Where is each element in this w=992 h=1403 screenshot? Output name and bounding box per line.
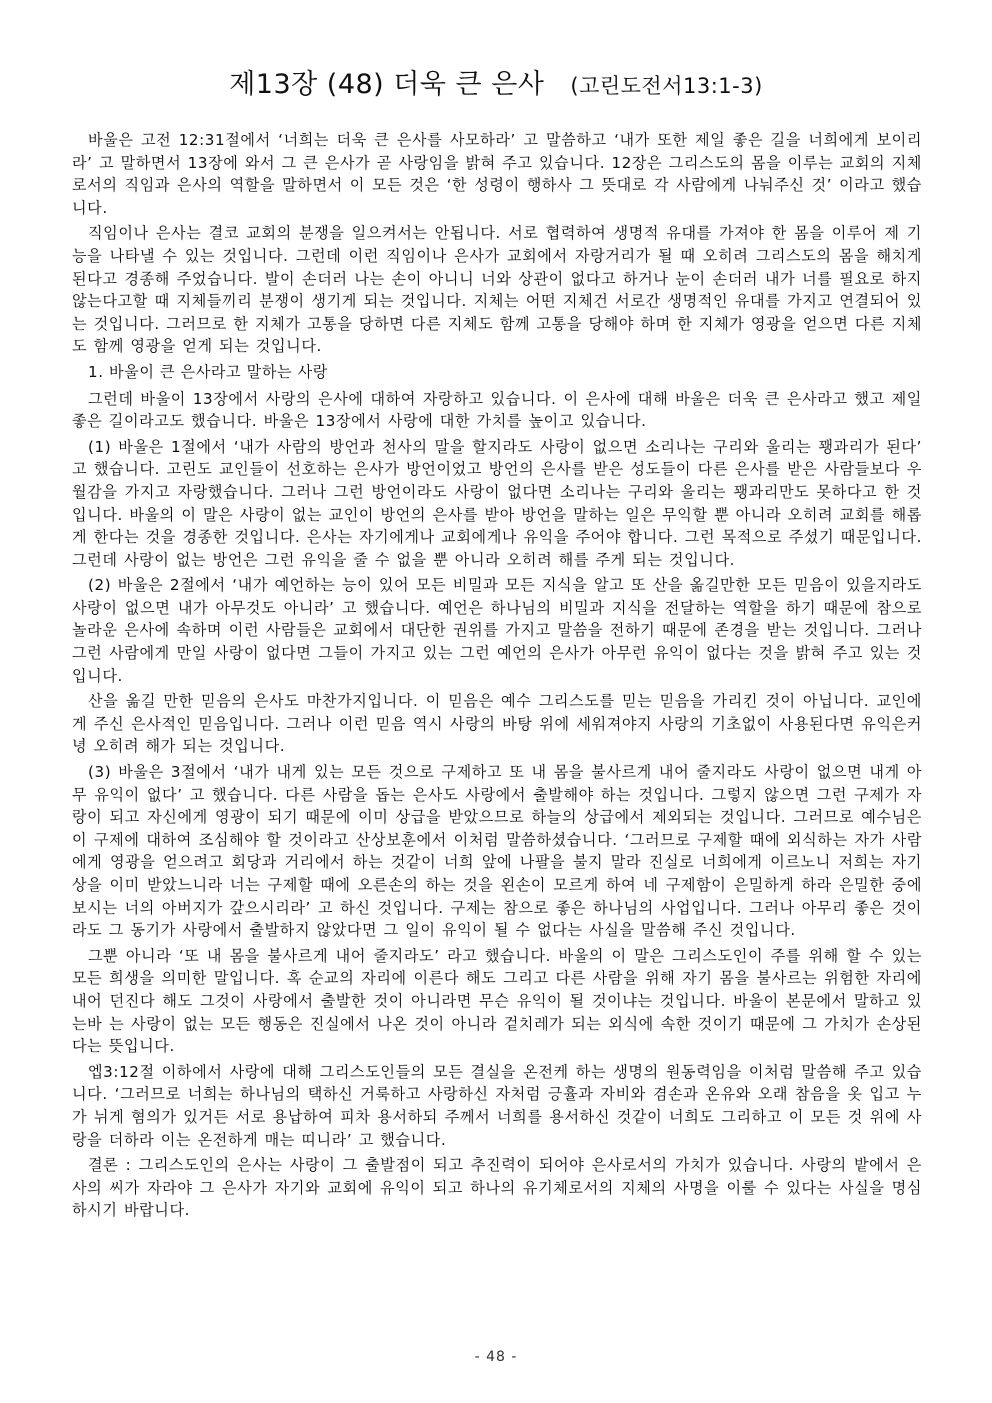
paragraph: 엡3:12절 이하에서 사랑에 대해 그리스도인들의 모든 결실을 온전케 하는 생명의 원동력임을 이처럼 말씀해 주고 있습니다. ‘그러므로 너희는 하나님의 택하신 거룩하고 사랑하신 자처럼 긍휼과 자비와 겸손과 온유와 오래 참음을 옷 입고 누가 뉘게 혐의가 있거든 서로 용납하여 피차 용서하되 주께서 너희를 용서하신 것같이 너희도 그리하고 이 모든 것 위에 사랑을 더하라 이는 온전하게 매는 띠니라’ 고 했습니다. — [72, 1062, 922, 1149]
document-body — [72, 129, 922, 1225]
paragraph: 결론 : 그리스도인의 은사는 사랑이 그 출발점이 되고 추진력이 되어야 은사로서의 가치가 있습니다. 사랑의 밭에서 은사의 씨가 자라야 그 은사가 자기와 교회에 유익이 되고 하나의 유기체로서의 지체의 사명을 이룰 수 있다는 사실을 명심하시기 바랍니다. — [72, 1156, 922, 1220]
paragraph: 그뿐 아니라 ‘또 내 몸을 불사르게 내어 줄지라도’ 라고 했습니다. 바울의 이 말은 그리스도인이 주를 위해 할 수 있는 모든 희생을 의미한 말입니다. 혹 순교의 자리에 이른다 해도 그리고 다른 사람을 위해 자기 몸을 불사르는 위험한 자리에 내어 던진다 해도 그것이 사랑에서 출발한 것이 아니라면 무슨 유익이 될 것이냐는 것입니다. 바울이 본문에서 말하고 있는바 는 사랑이 없는 모든 행동은 진실에서 나온 것이 아니라 겉치레가 되는 외식에 속한 것이기 때문에 그 가치가 손상된다는 뜻입니다. — [72, 946, 922, 1056]
paragraph: (1) 바울은 1절에서 ‘내가 사람의 방언과 천사의 말을 할지라도 사랑이 없으면 소리나는 구리와 울리는 꽹과리가 된다’ 고 했습니다. 고린도 교인들이 선호하는 은사가 방언이었고 방언의 은사를 받은 성도들이 다른 은사를 받은 사람들보다 우월감을 가지고 자랑했습니다. 그러나 그런 방언이라도 사랑이 없다면 소리나는 구리와 울리는 꽹과리만도 못하다고 한 것입니다. 바울의 이 말은 사랑이 없는 교인이 방언의 은사를 받아 방언을 말하는 일은 무익할 뿐 아니라 오히려 교회를 해롭게 한다는 것을 경종한 것입니다. 은사는 자기에게나 교회에게나 유익을 주어야 합니다. 그런 목적으로 주셨기 때문입니다. 그런데 사랑이 없는 방언은 그런 유익을 줄 수 없을 뿐 아니라 오히려 해를 주게 되는 것입니다. — [72, 437, 922, 569]
paragraph: 산을 옮길 만한 믿음의 은사도 마찬가지입니다. 이 믿음은 예수 그리스도를 믿는 믿음을 가리킨 것이 아닙니다. 교인에게 주신 은사적인 믿음입니다. 그러나 이런 믿음 역시 사랑의 바탕 위에 세워져야지 사랑의 기초없이 사용된다면 유익은커녕 오히려 해가 되는 것입니다. — [72, 692, 922, 756]
paragraph: 바울은 고전 12:31절에서 ‘너희는 더욱 큰 은사를 사모하라’ 고 말씀하고 ‘내가 또한 제일 좋은 길을 너희에게 보이리라’ 고 말하면서 13장에 와서 그 큰 은사가 곧 사랑임을 밝혀 주고 있습니다. 12장은 그리스도의 몸을 이루는 교회의 지체로서의 직임과 은사의 역할을 말하면서 이 모든 것은 ‘한 성령이 행하사 그 뜻대로 각 사람에게 나눠주신 것’ 이라고 했습니다. — [72, 131, 922, 217]
page-number: - 48 - — [474, 1349, 518, 1365]
paragraph: (3) 바울은 3절에서 ‘내가 내게 있는 모든 것으로 구제하고 또 내 몸을 불사르게 내어 줄지라도 사랑이 없으면 내게 아무 유익이 없다’ 고 했습니다. 다른 사람을 돕는 은사도 사랑에서 출발해야 하는 것입니다. 그렇지 않으면 그런 구제가 자랑이 되고 자신에게 영광이 되기 때문에 이미 상급을 받았으므로 하늘의 상급에서 제외되는 것입니다. 그러므로 예수님은 이 구제에 대하여 조심해야 할 것이라고 산상보훈에서 이처럼 말씀하셨습니다. ‘그러므로 구제할 때에 외식하는 자가 사람에게 영광을 얻으려고 회당과 거리에서 하는 것같이 너희 앞에 나팔을 불지 말라 진실로 너희에게 이르노니 저희는 자기 상을 이미 받았느니라 너는 구제할 때에 오른손의 하는 것을 왼손이 모르게 하여 네 구제함이 은밀하게 하라 은밀한 중에 보시는 너의 아버지가 갚으시리라’ 고 하신 것입니다. 구제는 참으로 좋은 하나님의 사업입니다. 그러나 아무리 좋은 것이라도 그 동기가 사랑에서 출발하지 않았다면 그 일이 유익이 될 수 없다는 사실을 말씀해 주신 것입니다. — [72, 763, 922, 940]
scripture-reference: (고린도전서13:1-3) — [570, 74, 763, 98]
page-title — [0, 62, 992, 101]
chapter-title: 제13장 (48) 더욱 큰 은사 — [229, 69, 545, 100]
paragraph: 직임이나 은사는 결코 교회의 분쟁을 일으켜서는 안됩니다. 서로 협력하여 생명적 유대를 가져야 한 몸을 이루어 제 기능을 나타낼 수 있는 것입니다. 그런데 이런 직임이나 은사가 교회에서 자랑거리가 될 때 오히려 그리스도의 몸을 해치게 된다고 경종해 주었습니다. 발이 손더러 나는 손이 아니니 너와 상관이 없다고 하거나 눈이 손더러 내가 너를 필요로 하지 않는다고할 때 지체들끼리 분쟁이 생기게 되는 것입니다. 지체는 어떤 지체건 서로간 생명적인 유대를 가지고 연결되어 있는 것입니다. 그러므로 한 지체가 고통을 당하면 다른 지체도 함께 고통을 당해야 하며 한 지체가 영광을 얻으면 다른 지체도 함께 영광을 얻게 되는 것입니다. — [72, 224, 922, 356]
paragraph: 그런데 바울이 13장에서 사랑의 은사에 대하여 자랑하고 있습니다. 이 은사에 대해 바울은 더욱 큰 은사라고 했고 제일 좋은 길이라고도 했습니다. 바울은 13장에서 사랑에 대한 가치를 높이고 있습니다. — [72, 389, 922, 431]
paragraph: (2) 바울은 2절에서 ‘내가 예언하는 능이 있어 모든 비밀과 모든 지식을 알고 또 산을 옮길만한 모든 믿음이 있을지라도 사랑이 없으면 내가 아무것도 아니라’ 고 했습니다. 예언은 하나님의 비밀과 지식을 전달하는 역할을 하기 때문에 참으로 놀라운 은사에 속하며 이런 사람들은 교회에서 대단한 권위를 가지고 말씀을 전하기 때문에 존경을 받는 것입니다. 그러나 그런 사람에게 만일 사랑이 없다면 그들이 가지고 있는 그런 예언의 은사가 아무런 유익이 없다는 것을 밝혀 주고 있는 것입니다. — [72, 576, 922, 685]
section-heading: 1. 바울이 큰 은사라고 말하는 사랑 — [88, 362, 328, 381]
